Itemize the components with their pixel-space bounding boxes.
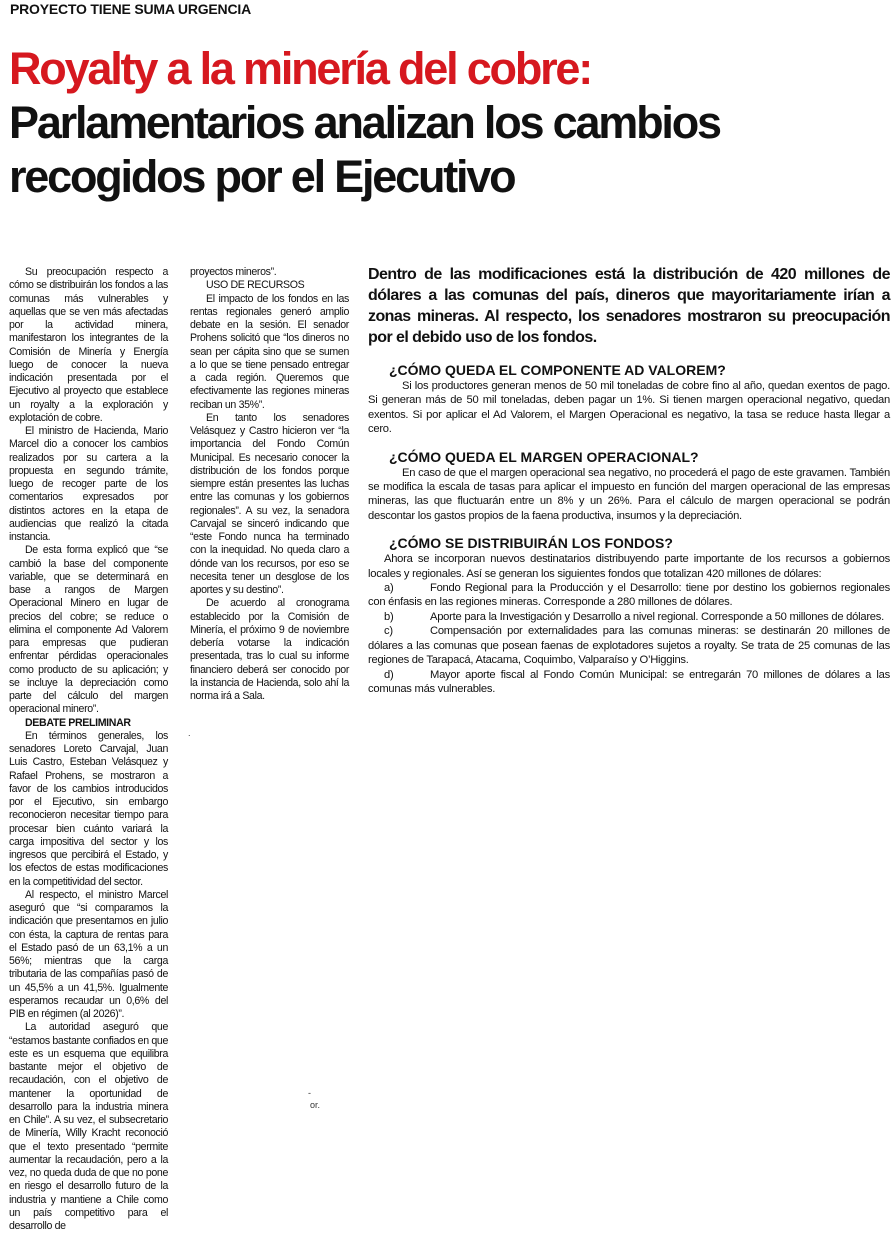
right-column bbox=[368, 264, 890, 708]
headline bbox=[9, 42, 889, 204]
section-text: Si los productores generan menos de 50 mil toneladas de cobre fino al año, quedan exentos de pago. Si generan más de 50 mil toneladas, deben pagar un 1%. Si tienen margen operacional negativo, quedan exentos. Si por aplicar el Ad Valorem, el Margen Operacional es negativo, la tasa se reduce hasta llegar a cero. bbox=[368, 380, 890, 436]
paragraph: De acuerdo al cronograma establecido por la Comisión de Minería, el próximo 9 de noviembre debería votarse la indicación presentada, tras lo cual su informe financiero deberá ser conocido por la instancia de Hacienda, solo ahí la norma irá a Sala. bbox=[190, 597, 349, 702]
headline-line1: Royalty a la minería del cobre: bbox=[9, 43, 592, 94]
list-item bbox=[368, 581, 890, 610]
list-item bbox=[368, 668, 890, 697]
paragraph: El impacto de los fondos en las rentas regionales generó amplio debate en la sesión. El senador Prohens solicitó que “los dineros no sean per cápita sino que se sumen a lo que se tiene pensado entregar a cada región. Queremos que efectivamente las regiones mineras reciban un 35%”. bbox=[190, 292, 349, 411]
subheading-recursos: USO DE RECURSOS bbox=[206, 279, 305, 292]
paragraph: Al respecto, el ministro Marcel aseguró que “si comparamos la indicación que presentamos en julio con ésta, la captura de rentas para el Estado pasó de un 63,1% a un 56%; mientras que la carga tributaria de las compañías pasó de un 45,5% a un 41,5%. Igualmente esperamos recaudar un 0,6% del PIB en régimen (al 2026)”. bbox=[9, 888, 168, 1020]
item-letter: c) bbox=[384, 625, 393, 638]
section-heading: ¿CÓMO QUEDA EL COMPONENTE AD VALOREM? bbox=[389, 362, 726, 378]
paragraph: En términos generales, los senadores Loreto Carvajal, Juan Luis Castro, Esteban Velásquez y Rafael Prohens, se mostraron a favor de los cambios introducidos por el Ejecutivo, sin embargo reconocieron necesitar tiempo para procesar bien cuánto variará la carga impositiva del sector y los ingresos que percibirá el Estado, y los efectos de estas modificaciones en la competitividad del sector. bbox=[9, 729, 168, 888]
item-text: Mayor aporte fiscal al Fondo Común Municipal: se entregarán 70 millones de dólares a las comunas más vulnerables. bbox=[368, 668, 890, 695]
section-fondos bbox=[368, 535, 890, 696]
paragraph: El ministro de Hacienda, Mario Marcel dio a conocer los cambios realizados por su cartera a la propuesta en segundo trámite, luego de recoger parte de los comentarios expresados por distintos actores en la etapa de audiencias que realizó la citada instancia. bbox=[9, 425, 168, 543]
item-letter: d) bbox=[384, 668, 394, 681]
section-ad-valorem bbox=[368, 362, 890, 437]
section-text: En caso de que el margen operacional sea negativo, no procederá el pago de este gravamen. También se modifica la escala de tasas para aplicar el impuesto en función del margen operacional de las empresas mineras, las que fluctuarán entre un 8% y un 26%. Para el cálculo de margen operacional se podrán descontar los gastos propios de la faena productiva, insumos y la depreciación. bbox=[368, 466, 890, 522]
subheading-debate: DEBATE PRELIMINAR bbox=[25, 716, 131, 729]
item-text: Compensación por externalidades para las comunas mineras: se destinarán 20 millones de dólares a las comunas que posean faenas de explotadores sujetos a royalty. Se trata de 25 comunas de las regiones de Tarapacá, Atacama, Coquimbo, Valparaíso y O’Higgins. bbox=[368, 625, 890, 667]
paragraph: En tanto los senadores Velásquez y Castro hicieron ver “la importancia del Fondo Común Municipal. Es necesario conocer la distribución de los fondos porque siempre están presentes las luchas entre las comunas y los gobiernos regionales”. A su vez, la senadora Carvajal se sinceró indicando que “este Fondo nunca ha terminado con la inequidad. No queda claro a dónde van los recursos, por eso se necesita tener un desglose de los aportes y su destino”. bbox=[190, 411, 349, 596]
lead-paragraph: Dentro de las modificaciones está la distribución de 420 millones de dólares a las comunas del país, dineros que mayoritariamente irían a zonas mineras. Al respecto, los senadores mostraron su preocupación por el debido uso de los fondos. bbox=[368, 266, 890, 346]
kicker: PROYECTO TIENE SUMA URGENCIA bbox=[10, 1, 251, 17]
article-column-1 bbox=[9, 266, 168, 1233]
item-letter: b) bbox=[384, 610, 394, 623]
article-column-2 bbox=[190, 266, 349, 703]
paragraph: La autoridad aseguró que “estamos bastante confiados en que este es un esquema que equilibra bastante mejor el objetivo de recaudación, con el objetivo de mantener la oportunidad de desarrollo para la industria minera en Chile”. A su vez, el subsecretario de Minería, Willy Kracht reconoció que el texto presentado “permite aumentar la recaudación, pero a la vez, no queda duda de que no pone en riesgo el desarrollo futuro de la industria y mantiene a Chile como un país competitivo para el desarrollo de bbox=[9, 1021, 168, 1232]
list-item bbox=[368, 610, 890, 624]
section-intro: Ahora se incorporan nuevos destinatarios distribuyendo parte importante de los recursos a gobiernos locales y regionales. Así se generan los siguientes fondos que totalizan 420 millones de dólares: bbox=[368, 553, 890, 580]
section-heading: ¿CÓMO QUEDA EL MARGEN OPERACIONAL? bbox=[389, 448, 699, 465]
list-item bbox=[368, 624, 890, 667]
item-letter: a) bbox=[384, 582, 394, 595]
headline-line2: Parlamentarios analizan los cambios recogidos por el Ejecutivo bbox=[9, 97, 720, 202]
section-heading: ¿CÓMO SE DISTRIBUIRÁN LOS FONDOS? bbox=[389, 535, 673, 552]
item-text: Aporte para la Investigación y Desarrollo a nivel regional. Corresponde a 50 millones de dólares. bbox=[430, 610, 884, 623]
stray-mark: or. bbox=[310, 1100, 321, 1110]
paragraph: De esta forma explicó que “se cambió la base del componente variable, que se determinará en base a rangos de Margen Operacional Minero en lugar de precios del cobre; se reduce o elimina el componente Ad Valorem para empresas que pudieran enfrentar pérdidas operacionales como producto de su aplicación; y se incluye la depreciación como parte del cálculo del margen operacional minero”. bbox=[9, 544, 168, 716]
paragraph: proyectos mineros”. bbox=[190, 266, 277, 278]
stray-mark: . bbox=[188, 728, 191, 738]
paragraph: Su preocupación respecto a cómo se distribuirán los fondos a las comunas más vulnerables y aquellas que se ven más afectadas por la actividad minera, manifestaron los integrantes de la Comisión de Minería y Energía luego de conocer la nueva indicación presentada por el Ejecutivo al proyecto que establece un royalty a la exploración y explotación de cobre. bbox=[9, 266, 168, 424]
stray-mark: - bbox=[308, 1088, 311, 1098]
section-margen bbox=[368, 449, 890, 524]
item-text: Fondo Regional para la Producción y el Desarrollo: tiene por destino los gobiernos regionales con énfasis en las regiones mineras. Corresponde a 280 millones de dólares. bbox=[368, 582, 890, 609]
